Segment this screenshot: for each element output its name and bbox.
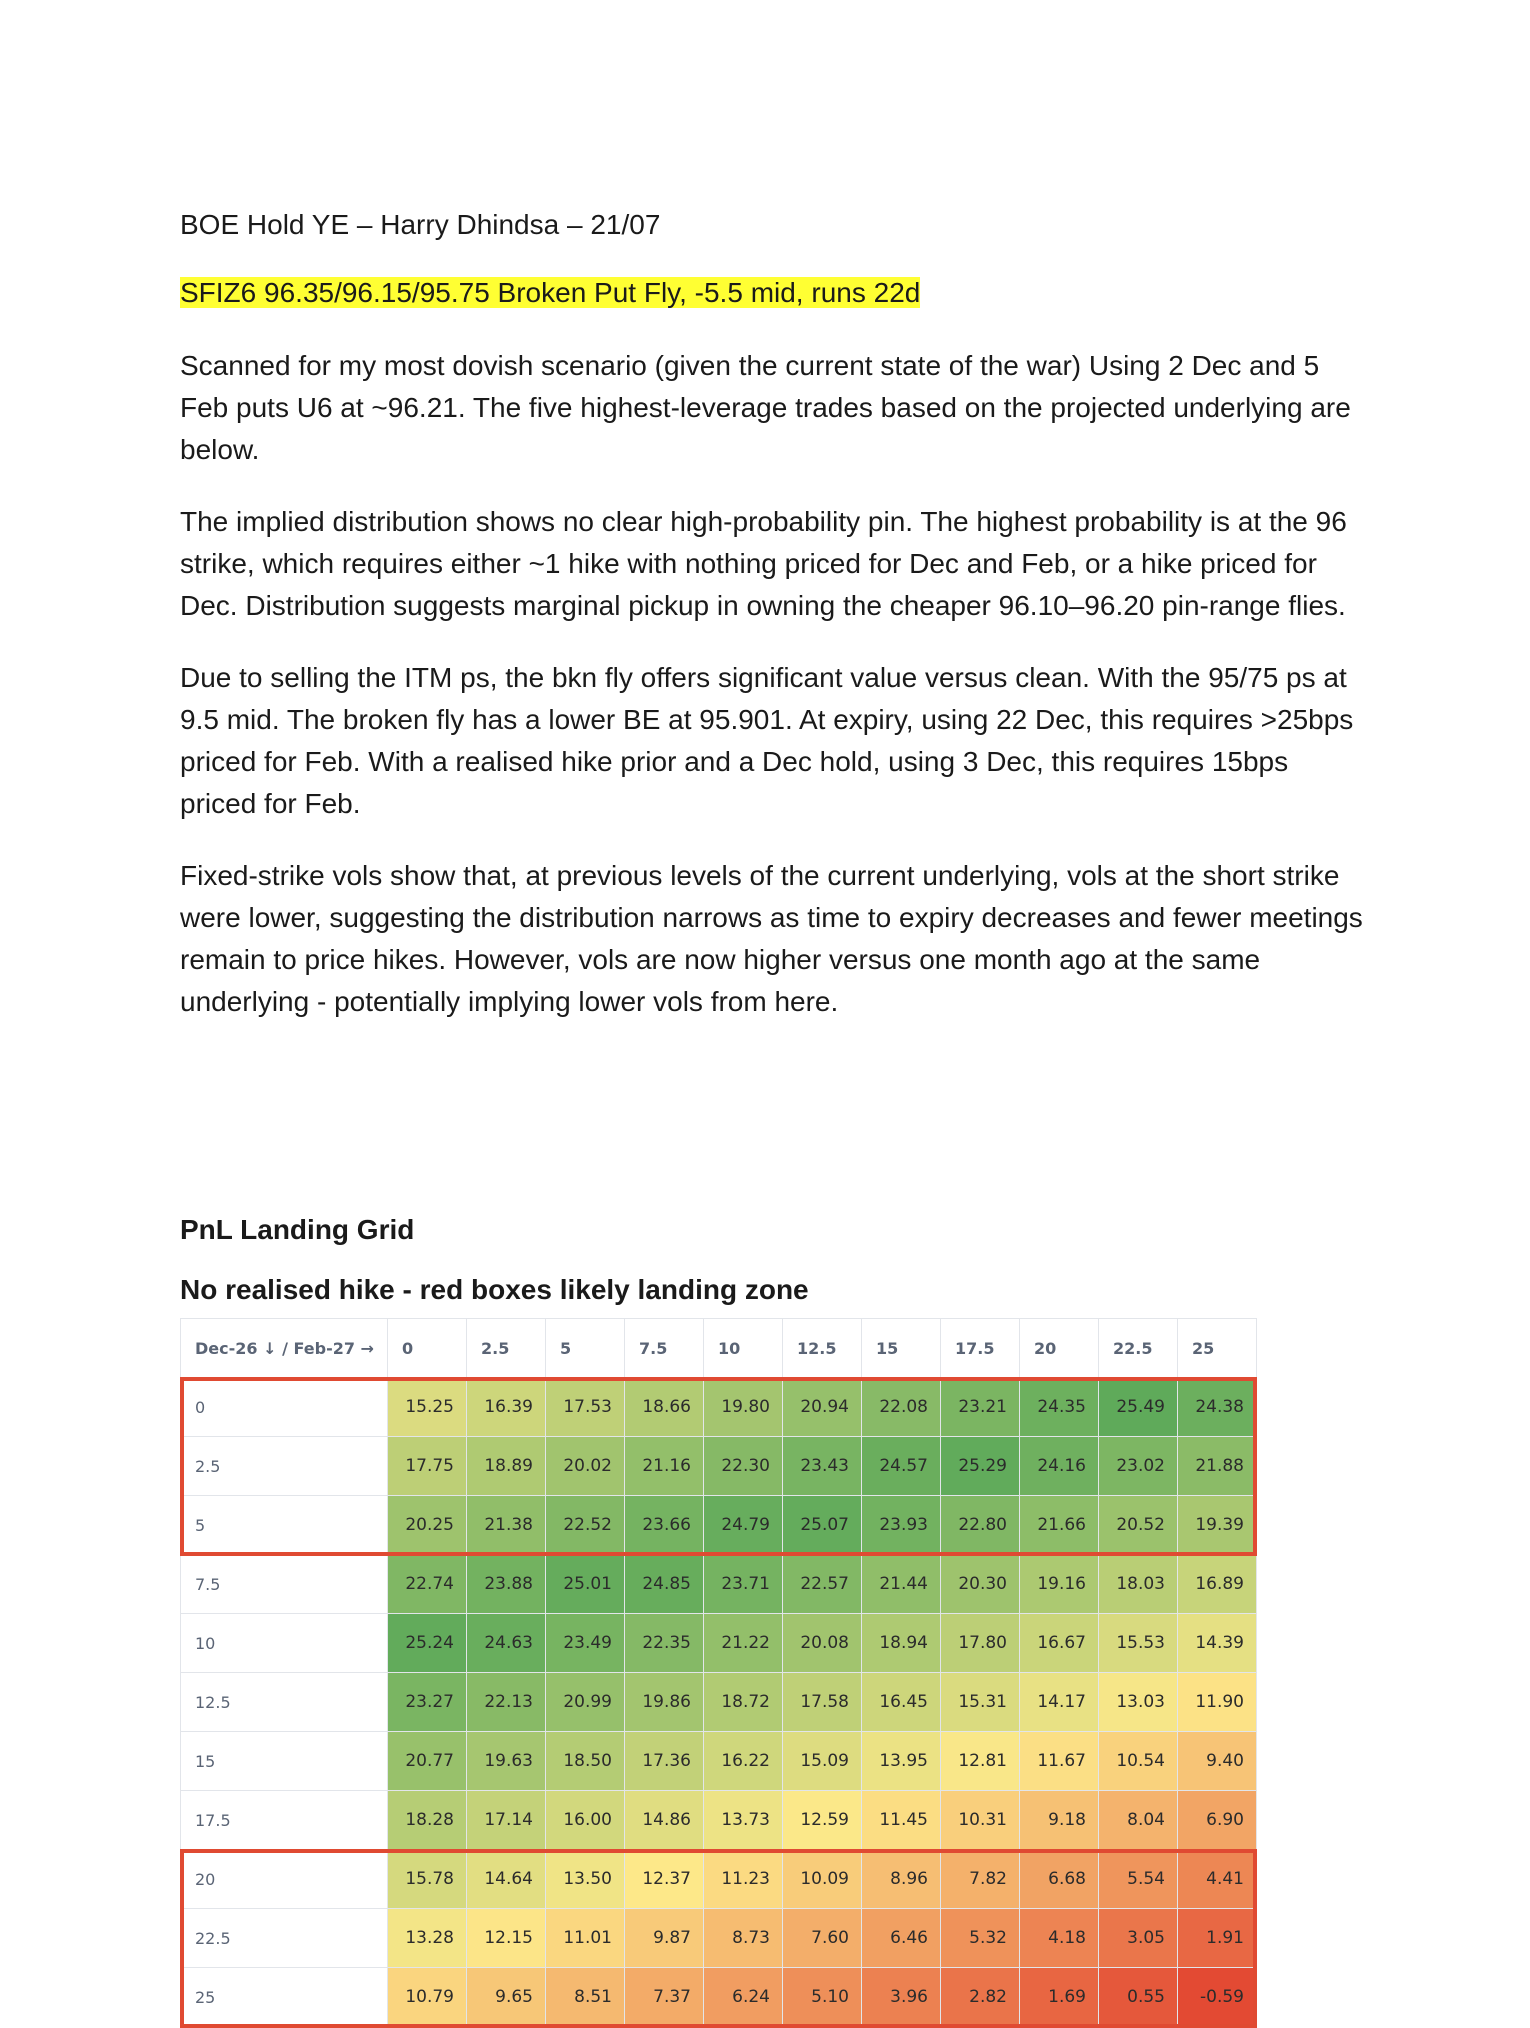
grid-cell: 18.66 [625, 1378, 704, 1437]
grid-cell: 25.24 [388, 1614, 467, 1673]
grid-cell: 1.91 [1178, 1909, 1257, 1968]
grid-cell: 12.37 [625, 1850, 704, 1909]
grid-cell: 9.65 [467, 1968, 546, 2027]
grid-cell: 17.36 [625, 1732, 704, 1791]
grid-cell: -0.59 [1178, 1968, 1257, 2027]
grid-row [181, 1496, 1257, 1555]
grid-cell: 24.57 [862, 1437, 941, 1496]
grid-cell: 23.88 [467, 1555, 546, 1614]
grid-row-header: 25 [181, 1968, 388, 2027]
grid-cell: 22.13 [467, 1673, 546, 1732]
grid-row-header: 7.5 [181, 1555, 388, 1614]
grid-cell: 22.35 [625, 1614, 704, 1673]
grid-cell: 21.88 [1178, 1437, 1257, 1496]
grid-table-holder [180, 1318, 1257, 2027]
grid-cell: 22.08 [862, 1378, 941, 1437]
grid-row-header: 12.5 [181, 1673, 388, 1732]
grid-cell: 6.68 [1020, 1850, 1099, 1909]
grid-row [181, 1673, 1257, 1732]
grid-cell: 24.79 [704, 1496, 783, 1555]
grid-cell: 13.95 [862, 1732, 941, 1791]
grid-cell: 20.02 [546, 1437, 625, 1496]
grid-cell: 7.82 [941, 1850, 1020, 1909]
pnl-landing-grid [180, 1318, 1257, 2027]
grid-row [181, 1909, 1257, 1968]
paragraph-broken-fly: Due to selling the ITM ps, the bkn fly offers significant value versus clean. With the 95/75 ps at 9.5 mid. The broken fly has a lower BE at 95.901. At expiry, using 22 Dec, this requires >25bps priced for Feb. With a realised hike prior and a Dec hold, using 3 Dec, this requires 15bps priced for Feb. [180, 662, 1354, 819]
grid-cell: 17.80 [941, 1614, 1020, 1673]
grid-cell: 20.94 [783, 1378, 862, 1437]
grid-cell: 23.71 [704, 1555, 783, 1614]
grid-cell: 21.16 [625, 1437, 704, 1496]
pnl-grid-section [180, 1210, 1257, 2027]
grid-cell: 23.93 [862, 1496, 941, 1555]
grid-cell: 7.37 [625, 1968, 704, 2027]
grid-cell: 25.01 [546, 1555, 625, 1614]
grid-cell: 11.01 [546, 1909, 625, 1968]
grid-cell: 10.09 [783, 1850, 862, 1909]
grid-row-header: 10 [181, 1614, 388, 1673]
grid-subheading: No realised hike - red boxes likely landing zone [180, 1274, 809, 1305]
grid-cell: 25.49 [1099, 1378, 1178, 1437]
grid-cell: 22.52 [546, 1496, 625, 1555]
grid-row-header: 20 [181, 1850, 388, 1909]
grid-cell: 9.18 [1020, 1791, 1099, 1850]
grid-cell: 11.45 [862, 1791, 941, 1850]
grid-cell: 23.43 [783, 1437, 862, 1496]
grid-cell: 9.87 [625, 1909, 704, 1968]
grid-cell: 22.74 [388, 1555, 467, 1614]
grid-cell: 18.72 [704, 1673, 783, 1732]
grid-column-header: 25 [1178, 1319, 1257, 1378]
grid-cell: 10.54 [1099, 1732, 1178, 1791]
grid-cell: 20.25 [388, 1496, 467, 1555]
grid-row-header: 2.5 [181, 1437, 388, 1496]
grid-cell: 6.90 [1178, 1791, 1257, 1850]
grid-cell: 3.96 [862, 1968, 941, 2027]
grid-heading: PnL Landing Grid [180, 1214, 415, 1245]
grid-cell: 8.51 [546, 1968, 625, 2027]
grid-column-header: 20 [1020, 1319, 1099, 1378]
grid-cell: 16.45 [862, 1673, 941, 1732]
grid-cell: 25.07 [783, 1496, 862, 1555]
grid-cell: 19.39 [1178, 1496, 1257, 1555]
grid-column-header: 10 [704, 1319, 783, 1378]
grid-cell: 17.75 [388, 1437, 467, 1496]
grid-cell: 20.77 [388, 1732, 467, 1791]
grid-row [181, 1378, 1257, 1437]
grid-cell: 21.22 [704, 1614, 783, 1673]
grid-cell: 22.80 [941, 1496, 1020, 1555]
grid-column-header: 5 [546, 1319, 625, 1378]
grid-cell: 18.94 [862, 1614, 941, 1673]
grid-cell: 15.53 [1099, 1614, 1178, 1673]
grid-cell: 0.55 [1099, 1968, 1178, 2027]
grid-cell: 21.66 [1020, 1496, 1099, 1555]
grid-cell: 2.82 [941, 1968, 1020, 2027]
grid-cell: 24.85 [625, 1555, 704, 1614]
grid-cell: 18.03 [1099, 1555, 1178, 1614]
grid-row [181, 1437, 1257, 1496]
grid-row [181, 1732, 1257, 1791]
grid-cell: 12.15 [467, 1909, 546, 1968]
grid-cell: 16.00 [546, 1791, 625, 1850]
grid-cell: 19.80 [704, 1378, 783, 1437]
grid-cell: 17.58 [783, 1673, 862, 1732]
grid-cell: 8.04 [1099, 1791, 1178, 1850]
grid-cell: 10.31 [941, 1791, 1020, 1850]
grid-cell: 21.38 [467, 1496, 546, 1555]
document-page [180, 205, 1370, 1053]
grid-column-header: 2.5 [467, 1319, 546, 1378]
grid-cell: 5.32 [941, 1909, 1020, 1968]
grid-row [181, 1968, 1257, 2027]
grid-cell: 24.16 [1020, 1437, 1099, 1496]
grid-row [181, 1614, 1257, 1673]
grid-cell: 20.30 [941, 1555, 1020, 1614]
grid-row [181, 1850, 1257, 1909]
grid-cell: 7.60 [783, 1909, 862, 1968]
paragraph-distribution: The implied distribution shows no clear high-probability pin. The highest probability is at the 96 strike, which requires either ~1 hike with nothing priced for Dec and Feb, or a hike priced for Dec. Distribution suggests marginal pickup in owning the cheaper 96.10–96.20 pin-range flies. [180, 506, 1347, 621]
grid-cell: 6.46 [862, 1909, 941, 1968]
grid-cell: 16.89 [1178, 1555, 1257, 1614]
grid-cell: 24.63 [467, 1614, 546, 1673]
grid-cell: 20.99 [546, 1673, 625, 1732]
grid-row-header: 17.5 [181, 1791, 388, 1850]
grid-cell: 10.79 [388, 1968, 467, 2027]
grid-cell: 13.50 [546, 1850, 625, 1909]
grid-column-header: 0 [388, 1319, 467, 1378]
grid-cell: 18.28 [388, 1791, 467, 1850]
grid-cell: 23.02 [1099, 1437, 1178, 1496]
grid-cell: 21.44 [862, 1555, 941, 1614]
grid-cell: 23.49 [546, 1614, 625, 1673]
grid-row-header: 22.5 [181, 1909, 388, 1968]
grid-cell: 13.28 [388, 1909, 467, 1968]
grid-cell: 19.16 [1020, 1555, 1099, 1614]
grid-cell: 13.73 [704, 1791, 783, 1850]
grid-cell: 4.18 [1020, 1909, 1099, 1968]
grid-cell: 23.66 [625, 1496, 704, 1555]
grid-cell: 16.39 [467, 1378, 546, 1437]
grid-cell: 12.81 [941, 1732, 1020, 1791]
grid-cell: 8.73 [704, 1909, 783, 1968]
grid-column-header: 22.5 [1099, 1319, 1178, 1378]
grid-column-header: 7.5 [625, 1319, 704, 1378]
grid-cell: 13.03 [1099, 1673, 1178, 1732]
grid-cell: 19.86 [625, 1673, 704, 1732]
grid-row [181, 1555, 1257, 1614]
grid-cell: 11.23 [704, 1850, 783, 1909]
grid-cell: 3.05 [1099, 1909, 1178, 1968]
grid-cell: 20.52 [1099, 1496, 1178, 1555]
grid-cell: 22.57 [783, 1555, 862, 1614]
paragraph-vols: Fixed-strike vols show that, at previous levels of the current underlying, vols at the short strike were lower, suggesting the distribution narrows as time to expiry decreases and fewer meetings remain to price hikes. However, vols are now higher versus one month ago at the same underlying - potentially implying lower vols from here. [180, 860, 1363, 1017]
grid-cell: 5.54 [1099, 1850, 1178, 1909]
document-title: BOE Hold YE – Harry Dhindsa – 21/07 [180, 209, 661, 240]
grid-cell: 16.22 [704, 1732, 783, 1791]
grid-cell: 14.86 [625, 1791, 704, 1850]
grid-corner-label: Dec-26 ↓ / Feb-27 → [181, 1319, 388, 1378]
grid-row [181, 1791, 1257, 1850]
grid-cell: 15.31 [941, 1673, 1020, 1732]
grid-cell: 14.17 [1020, 1673, 1099, 1732]
grid-cell: 11.67 [1020, 1732, 1099, 1791]
grid-cell: 9.40 [1178, 1732, 1257, 1791]
grid-column-header: 17.5 [941, 1319, 1020, 1378]
grid-cell: 23.27 [388, 1673, 467, 1732]
paragraph-scenario: Scanned for my most dovish scenario (given the current state of the war) Using 2 Dec and 5 Feb puts U6 at ~96.21. The five highest-leverage trades based on the projected underlying are below. [180, 350, 1351, 465]
grid-cell: 14.39 [1178, 1614, 1257, 1673]
grid-cell: 23.21 [941, 1378, 1020, 1437]
grid-cell: 15.25 [388, 1378, 467, 1437]
grid-cell: 5.10 [783, 1968, 862, 2027]
grid-cell: 19.63 [467, 1732, 546, 1791]
grid-cell: 24.35 [1020, 1378, 1099, 1437]
grid-cell: 18.89 [467, 1437, 546, 1496]
grid-cell: 20.08 [783, 1614, 862, 1673]
grid-cell: 8.96 [862, 1850, 941, 1909]
grid-column-header: 12.5 [783, 1319, 862, 1378]
highlighted-trade [180, 275, 1370, 311]
grid-cell: 17.14 [467, 1791, 546, 1850]
grid-cell: 15.09 [783, 1732, 862, 1791]
grid-cell: 24.38 [1178, 1378, 1257, 1437]
grid-row-header: 0 [181, 1378, 388, 1437]
grid-cell: 11.90 [1178, 1673, 1257, 1732]
grid-cell: 14.64 [467, 1850, 546, 1909]
grid-cell: 4.41 [1178, 1850, 1257, 1909]
grid-cell: 6.24 [704, 1968, 783, 2027]
grid-cell: 15.78 [388, 1850, 467, 1909]
highlighted-trade-text: SFIZ6 96.35/96.15/95.75 Broken Put Fly, -5.5 mid, runs 22d [180, 277, 921, 308]
grid-row-header: 5 [181, 1496, 388, 1555]
grid-cell: 25.29 [941, 1437, 1020, 1496]
grid-cell: 1.69 [1020, 1968, 1099, 2027]
grid-row-header: 15 [181, 1732, 388, 1791]
grid-cell: 17.53 [546, 1378, 625, 1437]
grid-cell: 18.50 [546, 1732, 625, 1791]
grid-column-header: 15 [862, 1319, 941, 1378]
grid-cell: 22.30 [704, 1437, 783, 1496]
grid-cell: 12.59 [783, 1791, 862, 1850]
grid-cell: 16.67 [1020, 1614, 1099, 1673]
